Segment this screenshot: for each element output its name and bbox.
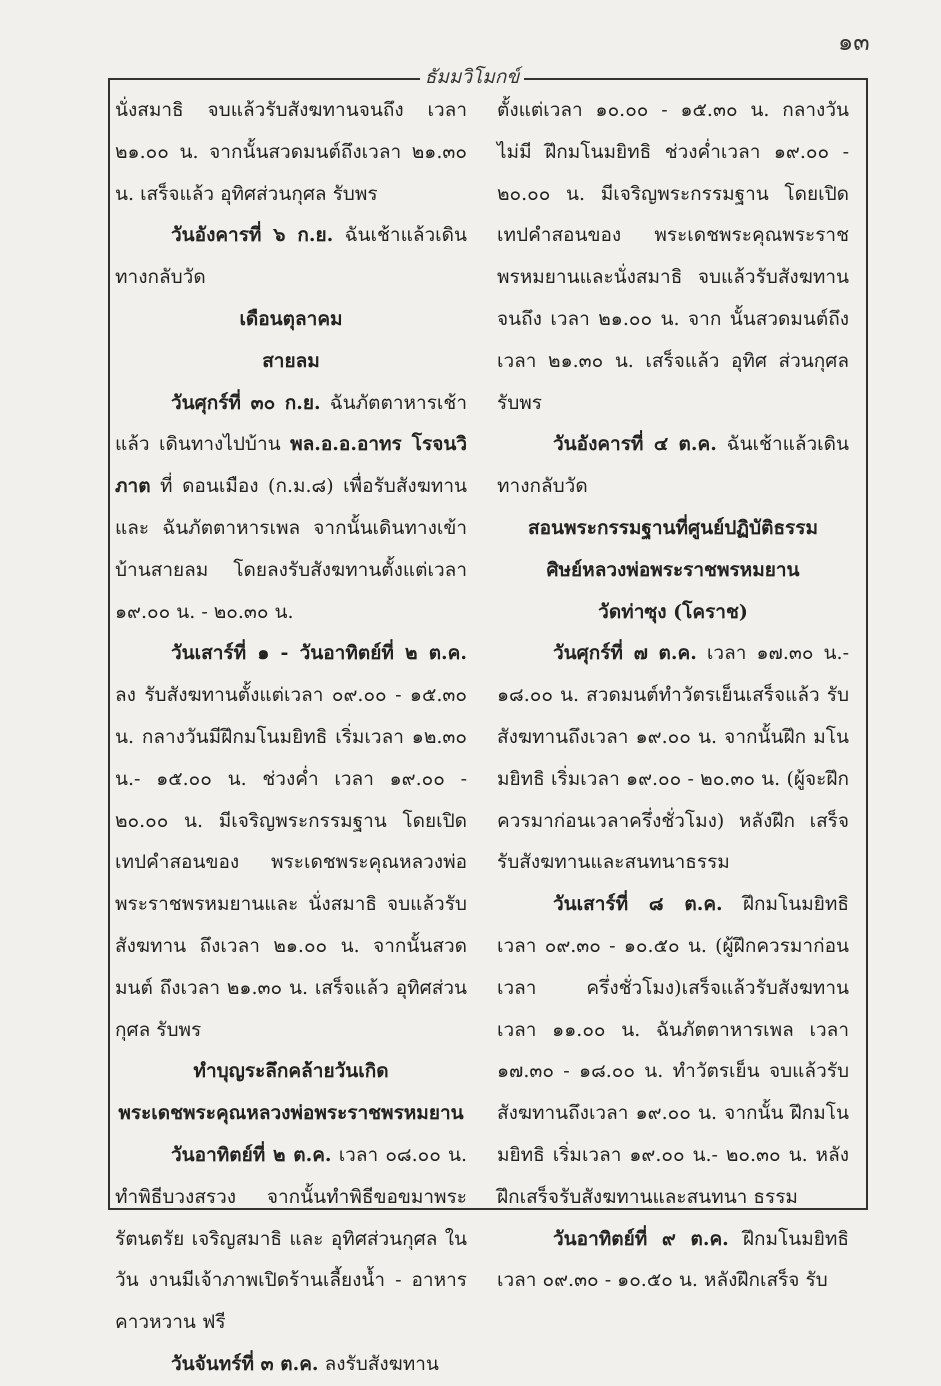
entry-date: วันเสาร์ที่ ๑ - วันอาทิตย์ที่ ๒ ต.ค. bbox=[171, 642, 467, 665]
left-column bbox=[115, 90, 467, 1386]
schedule-entry: วันอังคารที่ ๖ ก.ย. ฉันเช้าแล้วเดิน ทางกลับวัด bbox=[115, 224, 467, 289]
right-column bbox=[497, 90, 849, 1302]
entry-date: วันอังคารที่ ๖ ก.ย. bbox=[171, 224, 334, 247]
entry-date: วันศุกร์ที่ ๓๐ ก.ย. bbox=[171, 391, 321, 414]
page-number: ๑๓ bbox=[838, 28, 870, 56]
schedule-entry: วันเสาร์ที่ ๘ ต.ค. ฝึกมโนมยิทธิ เวลา ๐๙.๓๐ - ๑๐.๕๐ น. (ผู้ฝึกควรมาก่อนเวลา ครึ่งชั่วโมง)เสร็จแล้วรับสังฆทาน เวลา ๑๑.๐๐ น. ฉันภัตตาหารเพล เวลา ๑๗.๓๐ - ๑๘.๐๐ น. ทำวัตรเย็น จบแล้วรับสังฆทานถึงเวลา ๑๙.๐๐ น. จากนั้น ฝึกมโนมยิทธิ เริ่มเวลา ๑๙.๐๐ น.- ๒๐.๓๐ น. หลังฝึกเสร็จรับสังฆทานและสนทนา ธรรม bbox=[497, 893, 849, 1208]
schedule-entry: วันอาทิตย์ที่ ๒ ต.ค. เวลา ๐๘.๐๐ น. ทำพิธีบวงสรวง จากนั้นทำพิธีขอขมาพระ รัตนตรัย เจริญสมาธิ และ อุทิศส่วนกุศล ในวัน งานมีเจ้าภาพเปิดร้านเลี้ยงน้ำ - อาหารคาวหวาน ฟรี bbox=[115, 1143, 467, 1334]
section-heading: สายลม bbox=[262, 349, 320, 372]
schedule-entry: วันศุกร์ที่ ๓๐ ก.ย. ฉันภัตตาหารเช้าแล้ว เดินทางไปบ้าน พล.อ.อ.อาทร โรจนวิภาต ที่ ดอนเมือง (ก.ม.๘) เพื่อรับสังฆทาน และ ฉันภัตตาหารเพล จากนั้นเดินทางเข้าบ้านสายลม โดยลงรับสังฆทานตั้งแต่เวลา ๑๙.๐๐ น. - ๒๐.๓๐ น. bbox=[115, 391, 467, 623]
host-name: พล.อ.อ.อาทร โรจนวิภาต bbox=[115, 433, 467, 498]
schedule-entry: วันอังคารที่ ๔ ต.ค. ฉันเช้าแล้วเดิน ทางกลับวัด bbox=[497, 433, 849, 498]
schedule-entry: วันจันทร์ที่ ๓ ต.ค. ลงรับสังฆทาน bbox=[171, 1352, 439, 1375]
section-heading: พระเดชพระคุณหลวงพ่อพระราชพรหมยาน bbox=[118, 1102, 464, 1125]
entry-date: วันอาทิตย์ที่ ๙ ต.ค. bbox=[553, 1227, 729, 1250]
section-heading: เดือนตุลาคม bbox=[239, 307, 343, 330]
section-heading: วัดท่าซุง (โคราช) bbox=[598, 600, 748, 623]
entry-date: วันจันทร์ที่ ๓ ต.ค. bbox=[171, 1352, 319, 1375]
schedule-entry: วันศุกร์ที่ ๗ ต.ค. เวลา ๑๗.๓๐ น.- ๑๘.๐๐ น. สวดมนต์ทำวัตรเย็นเสร็จแล้ว รับ สังฆทานถึงเวลา ๑๙.๐๐ น. จากนั้นฝึก มโนมยิทธิ เริ่มเวลา ๑๙.๐๐ - ๒๐.๓๐ น. (ผู้จะฝึกควรมาก่อนเวลาครึ่งชั่วโมง) หลังฝึก เสร็จ รับสังฆทานและสนทนาธรรม bbox=[497, 642, 849, 874]
section-heading: สอนพระกรรมฐานที่ศูนย์ปฏิบัติธรรม bbox=[528, 516, 818, 539]
entry-date: วันเสาร์ที่ ๘ ต.ค. bbox=[553, 893, 723, 916]
section-heading: ศิษย์หลวงพ่อพระราชพรหมยาน bbox=[546, 558, 800, 581]
schedule-entry: วันอาทิตย์ที่ ๙ ต.ค. ฝึกมโนมยิทธิ เวลา ๐๙.๓๐ - ๑๐.๕๐ น. หลังฝึกเสร็จ รับ bbox=[497, 1227, 849, 1292]
section-heading: ทำบุญระลึกคล้ายวันเกิด bbox=[193, 1060, 389, 1083]
body-paragraph: นั่งสมาธิ จบแล้วรับสังฆทานจนถึง เวลา ๒๑.๐๐ น. จากนั้นสวดมนต์ถึงเวลา ๒๑.๓๐ น. เสร็จแล้ว อุทิศส่วนกุศล รับพร bbox=[115, 99, 467, 205]
entry-date: วันศุกร์ที่ ๗ ต.ค. bbox=[553, 642, 697, 665]
running-header: ธัมมวิโมกข์ bbox=[424, 66, 520, 88]
entry-date: วันอังคารที่ ๔ ต.ค. bbox=[553, 433, 717, 456]
schedule-entry: วันเสาร์ที่ ๑ - วันอาทิตย์ที่ ๒ ต.ค. ลง รับสังฆทานตั้งแต่เวลา ๐๙.๐๐ - ๑๕.๓๐ น. กลางวันมีฝึกมโนมยิทธิ เริ่มเวลา ๑๒.๓๐ น.- ๑๕.๐๐ น. ช่วงค่ำ เวลา ๑๙.๐๐ - ๒๐.๐๐ น. มีเจริญพระกรรมฐาน โดยเปิดเทปคำสอนของ พระเดชพระคุณหลวงพ่อพระราชพรหมยานและ นั่งสมาธิ จบแล้วรับสังฆทาน ถึงเวลา ๒๑.๐๐ น. จากนั้นสวดมนต์ ถึงเวลา ๒๑.๓๐ น. เสร็จแล้ว อุทิศส่วนกุศล รับพร bbox=[115, 642, 467, 1041]
body-paragraph: ตั้งแต่เวลา ๑๐.๐๐ - ๑๕.๓๐ น. กลางวันไม่มี ฝึกมโนมยิทธิ ช่วงค่ำเวลา ๑๙.๐๐ - ๒๐.๐๐ น. มีเจริญพระกรรมฐาน โดยเปิดเทปคำสอนของ พระเดชพระคุณพระราชพรหมยานและนั่งสมาธิ จบแล้วรับสังฆทานจนถึง เวลา ๒๑.๐๐ น. จาก นั้นสวดมนต์ถึงเวลา ๒๑.๓๐ น. เสร็จแล้ว อุทิศ ส่วนกุศล รับพร bbox=[497, 99, 849, 414]
entry-date: วันอาทิตย์ที่ ๒ ต.ค. bbox=[171, 1143, 332, 1166]
